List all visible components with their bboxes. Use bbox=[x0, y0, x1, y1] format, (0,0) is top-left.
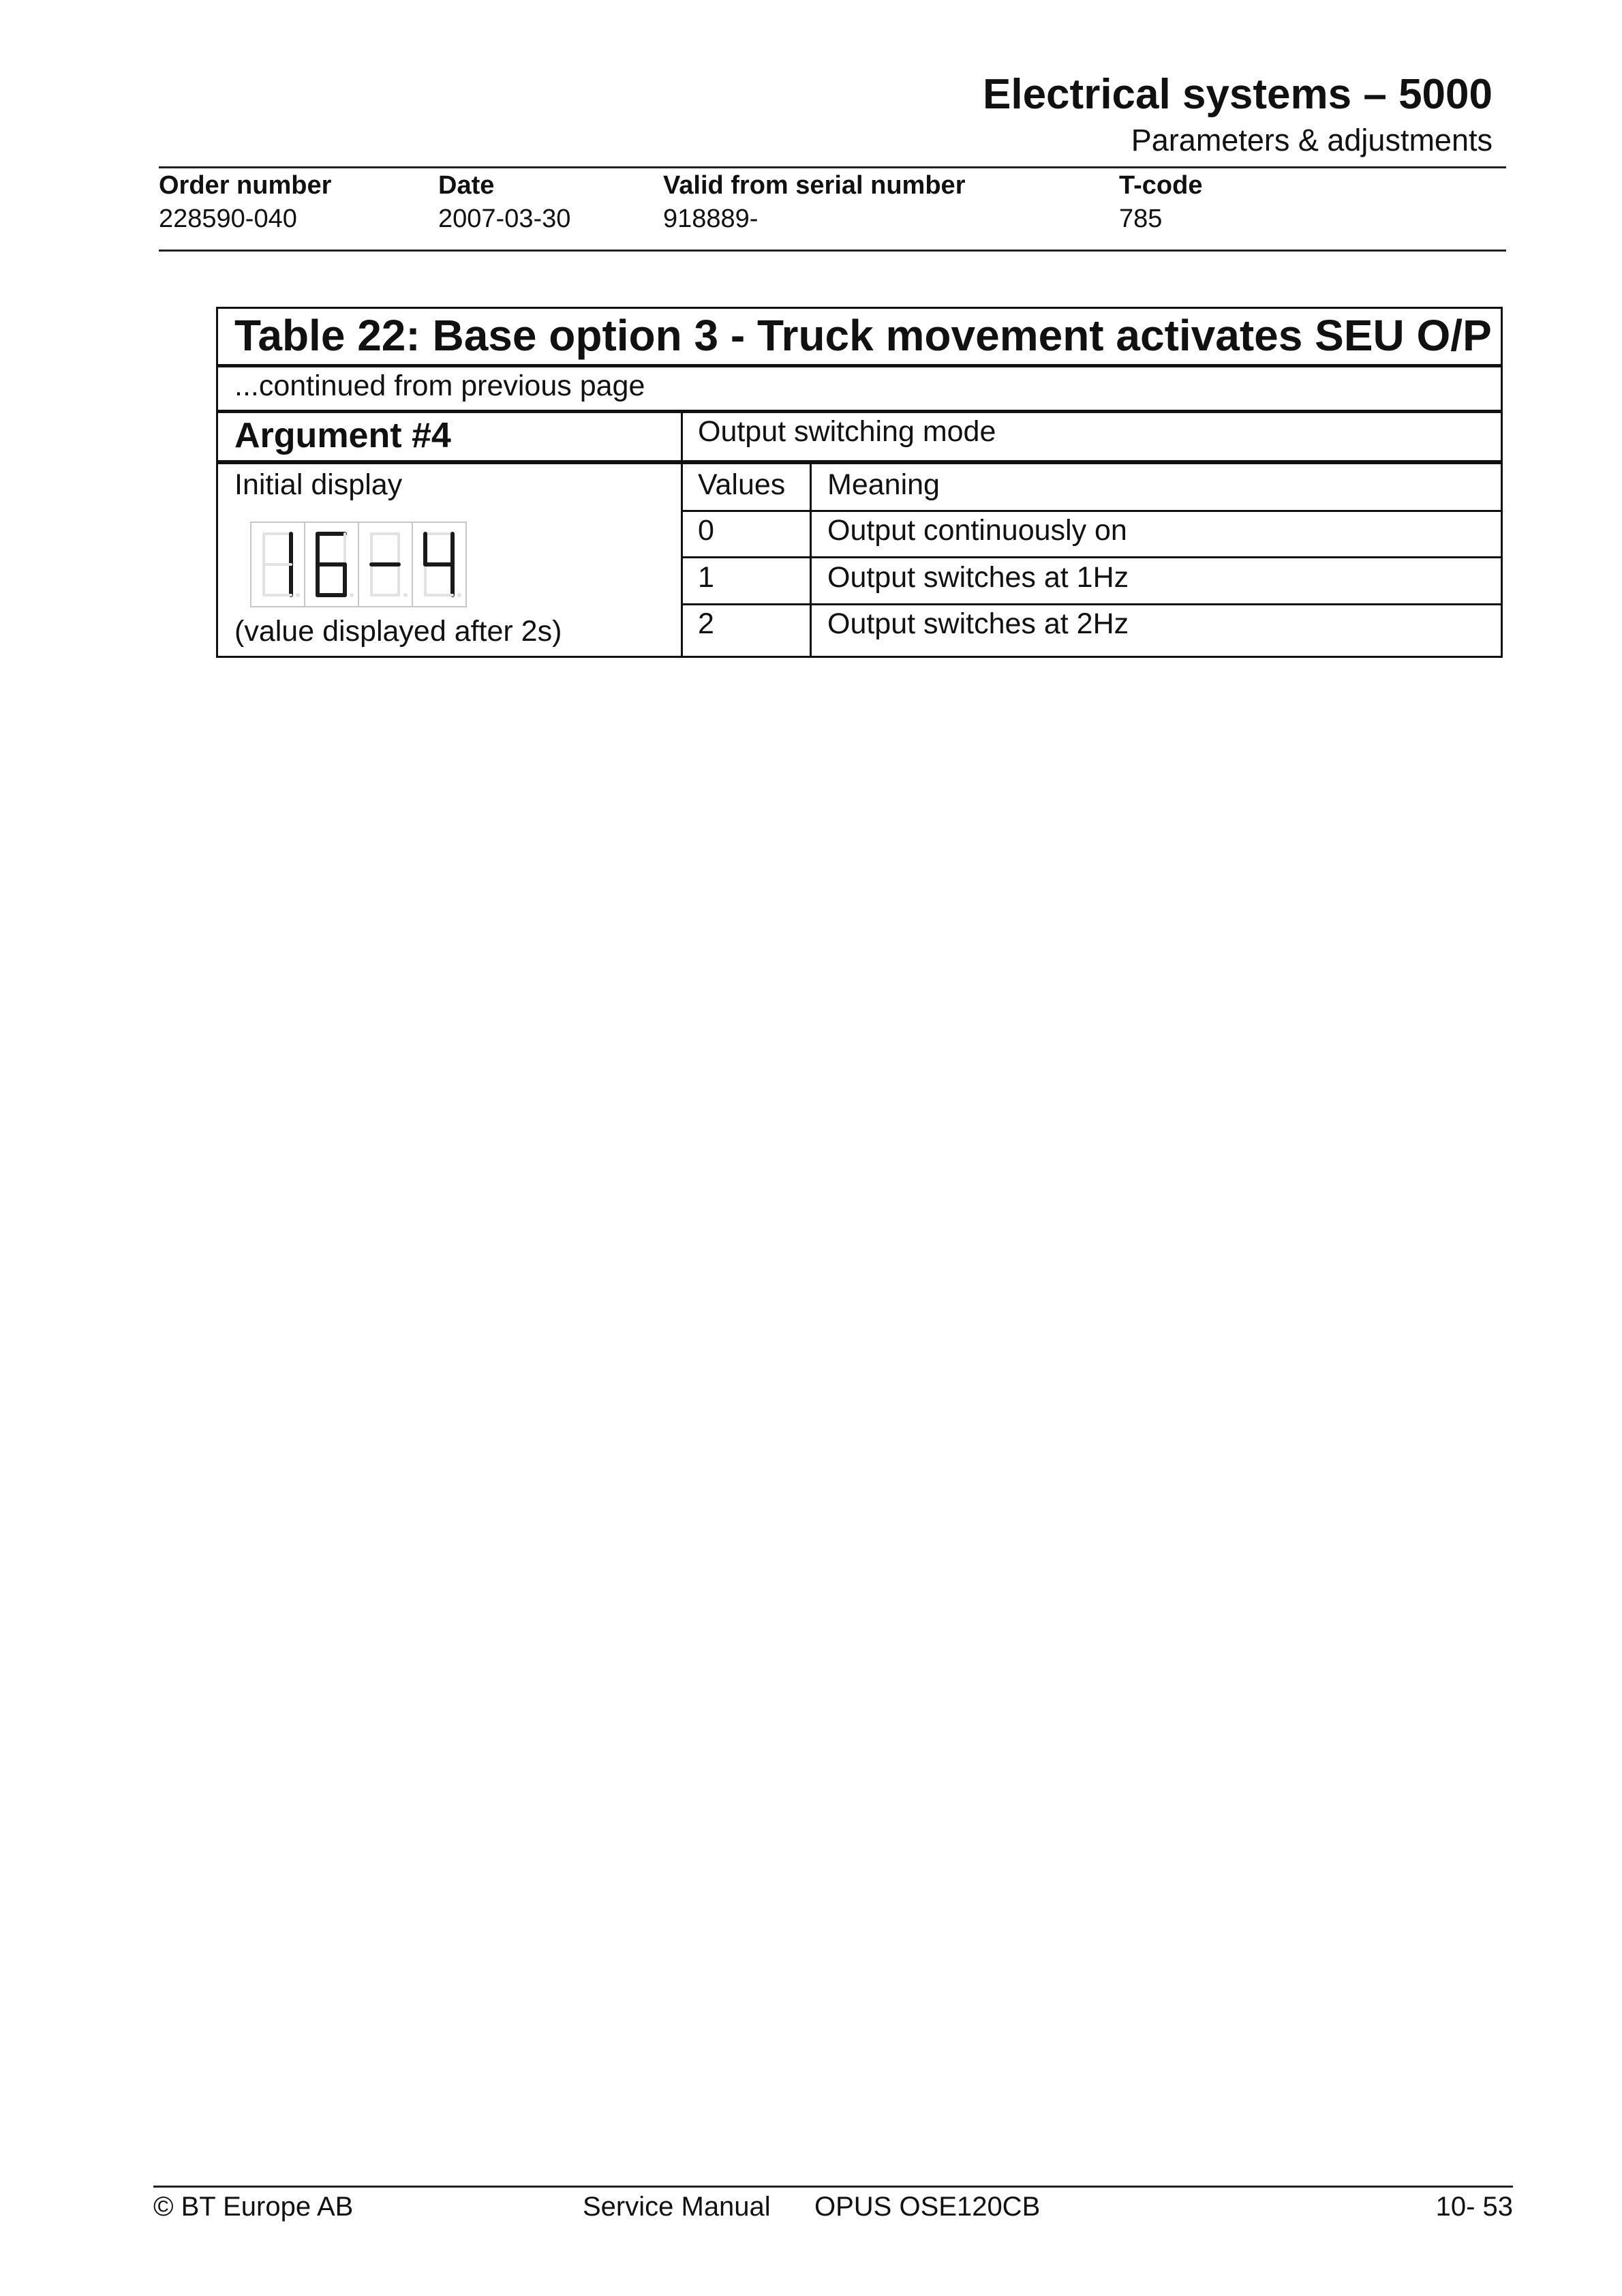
argument-description: Output switching mode bbox=[698, 415, 996, 448]
display-note: (value displayed after 2s) bbox=[234, 615, 562, 648]
page-subtitle: Parameters & adjustments bbox=[1131, 123, 1493, 157]
decimal-point bbox=[403, 593, 408, 597]
seven-segment-display bbox=[250, 522, 467, 607]
column-divider-1 bbox=[681, 410, 683, 658]
decimal-point bbox=[457, 593, 461, 597]
decimal-point bbox=[296, 593, 300, 597]
footer-rule bbox=[153, 2186, 1513, 2188]
table-title: Table 22: Base option 3 - Truck movement activates SEU O/P bbox=[234, 311, 1492, 360]
tcode-label: T-code bbox=[1119, 171, 1203, 200]
row-meaning: Output continuously on bbox=[827, 514, 1127, 547]
continued-note: ...continued from previous page bbox=[234, 369, 645, 402]
initial-display-label: Initial display bbox=[234, 468, 403, 501]
meta-rule bbox=[159, 250, 1506, 252]
row-rule bbox=[681, 556, 1503, 558]
footer-manual: Service Manual bbox=[583, 2192, 771, 2222]
serial-value: 918889- bbox=[663, 205, 759, 233]
footer-model: OPUS OSE120CB bbox=[814, 2192, 1041, 2222]
row-value: 2 bbox=[698, 607, 714, 640]
footer-page-number: 10- 53 bbox=[1435, 2192, 1513, 2222]
table-border-bottom bbox=[216, 656, 1503, 658]
row-meaning: Output switches at 2Hz bbox=[827, 607, 1129, 640]
row-rule bbox=[681, 603, 1503, 605]
date-label: Date bbox=[438, 171, 495, 200]
table-border-left bbox=[216, 307, 218, 658]
order-number-label: Order number bbox=[159, 171, 332, 200]
order-number-value: 228590-040 bbox=[159, 205, 297, 233]
page-title: Electrical systems – 5000 bbox=[983, 71, 1493, 118]
meaning-header: Meaning bbox=[827, 468, 940, 501]
seven-segment-svg bbox=[250, 522, 467, 607]
serial-label: Valid from serial number bbox=[663, 171, 966, 200]
row-rule bbox=[681, 510, 1503, 512]
argument-rule bbox=[216, 460, 1503, 464]
table-title-rule bbox=[216, 364, 1503, 367]
argument-label: Argument #4 bbox=[234, 416, 451, 455]
date-value: 2007-03-30 bbox=[438, 205, 571, 233]
parameter-table bbox=[216, 307, 1503, 658]
values-header: Values bbox=[698, 468, 786, 501]
header-rule bbox=[159, 166, 1506, 168]
row-meaning: Output switches at 1Hz bbox=[827, 561, 1129, 594]
footer-copyright: © BT Europe AB bbox=[153, 2192, 354, 2222]
row-value: 1 bbox=[698, 561, 714, 594]
column-divider-2 bbox=[810, 464, 812, 658]
continued-rule bbox=[216, 410, 1503, 413]
tcode-value: 785 bbox=[1119, 205, 1163, 233]
row-value: 0 bbox=[698, 514, 714, 547]
decimal-point bbox=[350, 593, 354, 597]
